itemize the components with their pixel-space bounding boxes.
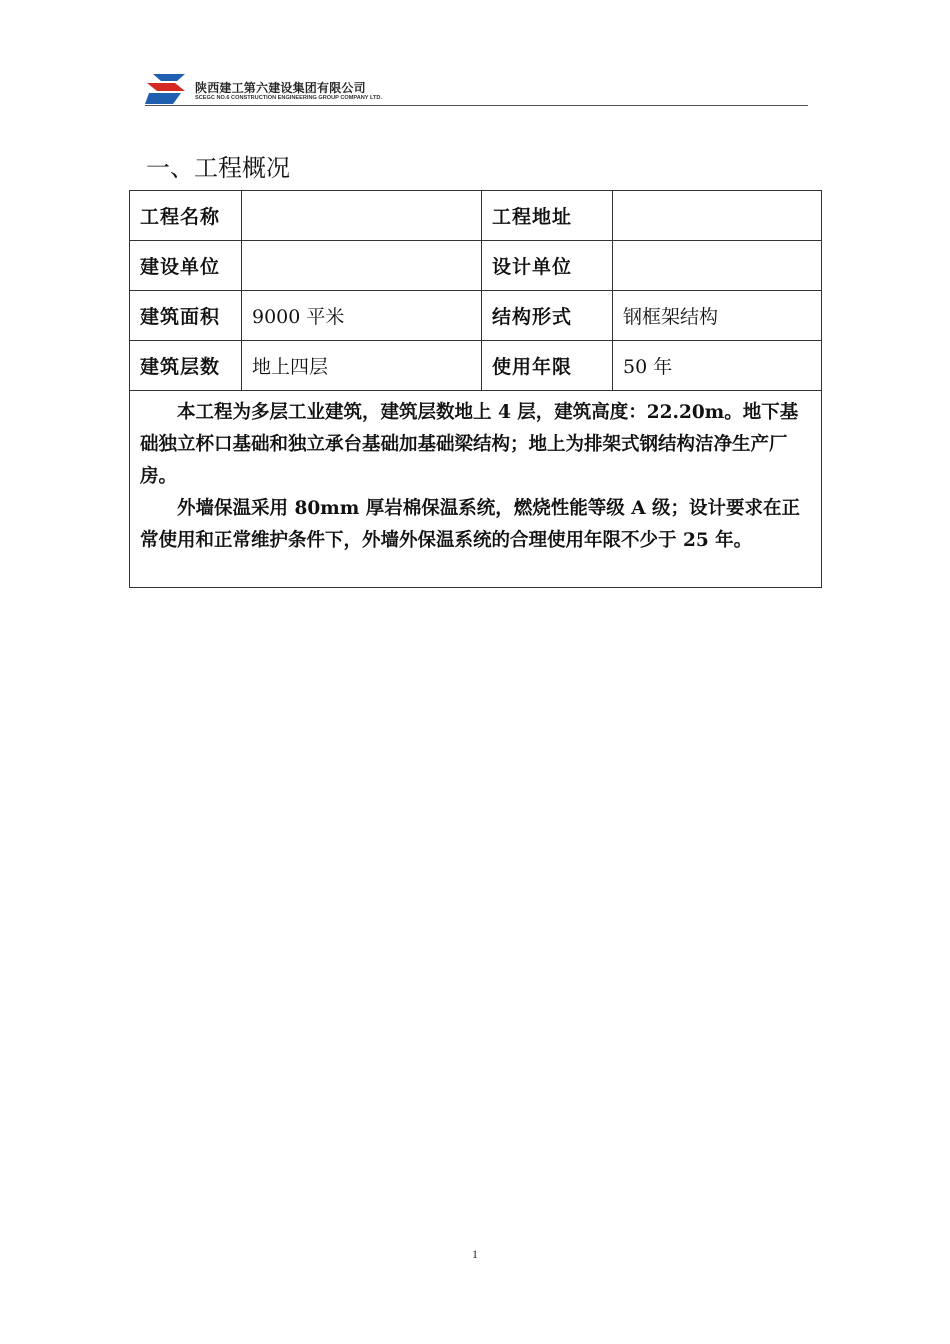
company-name-cn: 陕西建工第六建设集团有限公司 xyxy=(195,81,366,95)
company-name-en: SCEGC NO.6 CONSTRUCTION ENGINEERING GROUP COMPANY LTD. xyxy=(195,95,382,101)
table-row xyxy=(130,291,822,341)
section-title: 一、工程概况 xyxy=(146,154,290,182)
service-life-label: 使用年限 xyxy=(482,341,613,391)
owner-label: 建设单位 xyxy=(130,241,242,291)
page-header xyxy=(145,72,808,108)
floor-area-label: 建筑面积 xyxy=(130,291,242,341)
table-row xyxy=(130,341,822,391)
table-row xyxy=(130,191,822,241)
table-row xyxy=(130,241,822,291)
floor-area-value: 9000 平米 xyxy=(242,291,482,341)
project-address-value xyxy=(613,191,822,241)
owner-value xyxy=(242,241,482,291)
page-number: 1 xyxy=(472,1247,478,1261)
project-address-label: 工程地址 xyxy=(482,191,613,241)
structure-type-label: 结构形式 xyxy=(482,291,613,341)
project-name-label: 工程名称 xyxy=(130,191,242,241)
project-description-cell xyxy=(130,391,822,588)
project-overview-table xyxy=(129,190,822,588)
description-paragraph: 外墙保温采用 80mm 厚岩棉保温系统，燃烧性能等级 A 级；设计要求在正常使用和正常维护条件下，外墙外保温系统的合理使用年限不少于 25 年。 xyxy=(140,498,801,551)
floors-value: 地上四层 xyxy=(242,341,482,391)
project-name-value xyxy=(242,191,482,241)
structure-type-value: 钢框架结构 xyxy=(613,291,822,341)
designer-label: 设计单位 xyxy=(482,241,613,291)
service-life-value: 50 年 xyxy=(613,341,822,391)
table-row xyxy=(130,391,822,588)
floors-label: 建筑层数 xyxy=(130,341,242,391)
description-paragraph: 本工程为多层工业建筑，建筑层数地上 4 层，建筑高度：22.20m。地下基础独立杯口基础和独立承台基础加基础梁结构；地上为排架式钢结构洁净生产厂房。 xyxy=(140,402,799,487)
company-logo-icon xyxy=(145,72,189,106)
designer-value xyxy=(613,241,822,291)
header-divider xyxy=(145,105,808,106)
